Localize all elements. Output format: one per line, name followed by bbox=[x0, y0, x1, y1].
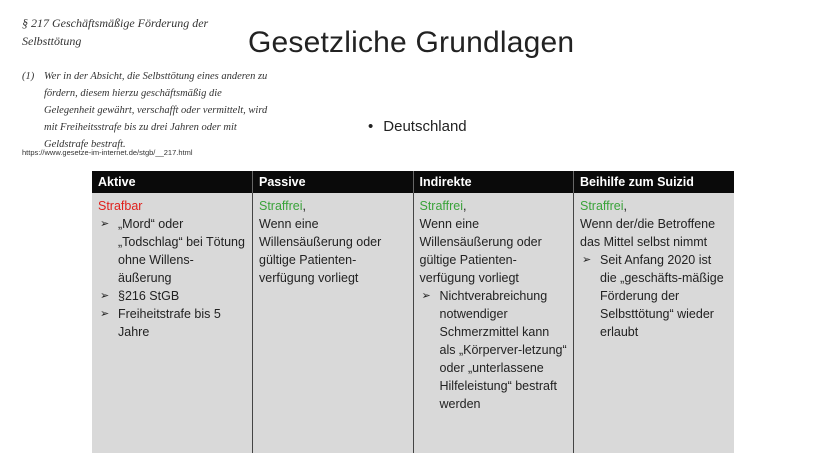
passive-text: Wenn eine Willensäußerung oder gültige Patienten-verfügung vorliegt bbox=[259, 217, 382, 285]
law-paragraph-text: Wer in der Absicht, die Selbsttötung eines anderen zu fördern, diesem hierzu geschäftsmäßig die Gelegenheit gewährt, verschafft oder vermittelt, wird mit Freiheitsstrafe bis zu drei Jahren oder mit Geldstrafe bestraft. bbox=[44, 71, 268, 150]
arrow-bullet-icon: ➢ bbox=[421, 290, 431, 302]
status-straffrei: Straffrei bbox=[259, 199, 303, 213]
cell-beihilfe: Straffrei, Wenn der/die Betroffene das Mittel selbst nimmt ➢ Seit Anfang 2020 ist die „geschäfts-mäßige Förderung der Selbsttötung“ wieder erlaubt bbox=[574, 193, 735, 453]
table-row bbox=[92, 193, 734, 453]
aktive-bullets bbox=[98, 215, 246, 341]
status-straffrei: Straffrei bbox=[580, 199, 624, 213]
cell-indirekte: Straffrei, Wenn eine Willensäußerung oder gültige Patienten-verfügung vorliegt ➢ Nichtverabreichung notwendiger Schmerzmittel kann als „Körperver-letzung“ oder „unterlassene Hilfeleistung“ bestraft werden bbox=[413, 193, 574, 453]
arrow-bullet-icon: ➢ bbox=[100, 308, 110, 320]
indirekte-bullets bbox=[420, 287, 568, 413]
law-paragraph-number: (1) bbox=[22, 71, 35, 82]
list-item: ➢ „Mord“ oder „Todschlag“ bei Tötung ohne Willens-äußerung bbox=[100, 217, 245, 285]
list-item: ➢ Nichtverabreichung notwendiger Schmerzmittel kann als „Körperver-letzung“ oder „unterlassene Hilfeleistung“ bestraft werden bbox=[421, 289, 567, 411]
country-bullet bbox=[368, 118, 467, 135]
list-item: ➢ Seit Anfang 2020 ist die „geschäfts-mäßige Förderung der Selbsttötung“ wieder erlaubt bbox=[582, 253, 724, 339]
header-indirekte: Indirekte bbox=[413, 171, 574, 193]
comparison-table bbox=[92, 171, 734, 453]
header-beihilfe: Beihilfe zum Suizid bbox=[574, 171, 735, 193]
law-section-title: § 217 Geschäftsmäßige Förderung der Selbsttötung bbox=[22, 16, 209, 48]
status-strafbar: Strafbar bbox=[98, 199, 143, 213]
cell-aktive bbox=[92, 193, 253, 453]
arrow-bullet-icon: ➢ bbox=[100, 290, 110, 302]
list-item: ➢ Freiheitstrafe bis 5 Jahre bbox=[100, 307, 221, 339]
beihilfe-bullets bbox=[580, 251, 728, 341]
status-straffrei: Straffrei bbox=[419, 199, 464, 213]
arrow-bullet-icon: ➢ bbox=[100, 218, 110, 230]
source-url[interactable]: https://www.gesetze-im-internet.de/stgb/__217.html bbox=[22, 148, 193, 157]
beihilfe-text: Wenn der/die Betroffene das Mittel selbst nimmt bbox=[580, 217, 716, 249]
bullet-dot-icon: • bbox=[368, 118, 374, 135]
table-header-row bbox=[92, 171, 734, 193]
cell-passive: Straffrei, Wenn eine Willensäußerung oder gültige Patienten-verfügung vorliegt bbox=[253, 193, 414, 453]
country-label: Deutschland bbox=[383, 118, 467, 135]
list-item: ➢ §216 StGB bbox=[100, 289, 180, 303]
indirekte-text: Wenn eine Willensäußerung oder gültige Patienten-verfügung vorliegt bbox=[419, 217, 542, 285]
arrow-bullet-icon: ➢ bbox=[582, 254, 592, 266]
header-passive: Passive bbox=[253, 171, 414, 193]
slide-title: Gesetzliche Grundlagen bbox=[248, 26, 575, 59]
header-aktive: Aktive bbox=[92, 171, 253, 193]
law-paragraph bbox=[22, 68, 272, 153]
